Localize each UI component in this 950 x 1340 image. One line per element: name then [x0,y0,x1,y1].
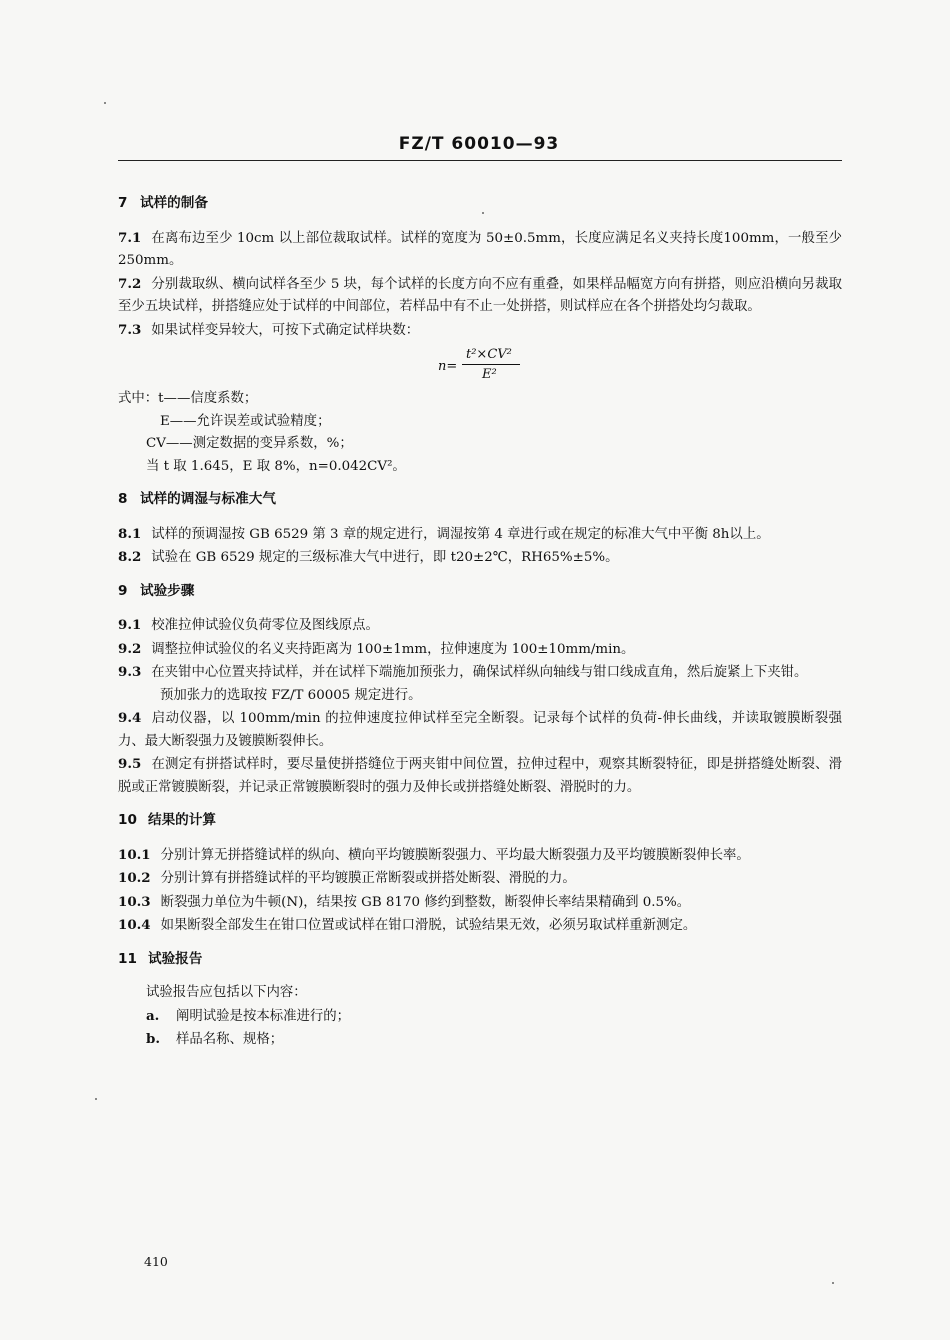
where-t-text: t——信度系数； [158,391,258,406]
item-text: 样品名称、规格； [176,1032,284,1047]
section-11-heading [118,948,842,971]
clause-text: 试验在 GB 6529 规定的三级标准大气中进行，即 t20±2℃，RH65%±5%。 [151,550,619,565]
clause-text: 在夹钳中心位置夹持试样，并在试样下端施加预张力，确保试样纵向轴线与钳口线成直角，然后旋紧上下夹钳。 [151,665,808,680]
clause-text: 在离布边至少 10cm 以上部位裁取试样。试样的宽度为 50±0.5mm，长度应满足名义夹持长度100mm，一般至少 250mm。 [118,230,842,268]
section-title: 试样的调湿与标准大气 [140,491,276,507]
item-text: 阐明试验是按本标准进行的； [176,1008,351,1024]
report-item-b [118,1028,842,1052]
clause-text: 分别计算无拼搭缝试样的纵向、横向平均镀膜断裂强力、平均最大断裂强力及平均镀膜断裂伸长率。 [160,847,750,863]
clause-number: 10.1 [118,846,151,863]
section-9-heading [118,580,842,603]
where-cv: CV——测定数据的变异系数，%； [146,436,353,451]
section-8-heading [118,488,842,511]
clause-number: 7.3 [118,321,142,338]
clause-text: 试样的预调湿按 GB 6529 第 3 章的规定进行，调湿按第 4 章进行或在规定的标准大气中平衡 8h以上。 [151,526,770,542]
clause-number: 9.4 [118,710,142,726]
clause-number: 7.1 [118,229,142,246]
clause-number: 10.2 [118,870,151,886]
report-item-a [118,1005,842,1029]
section-number: 10 [118,812,137,828]
section-number: 7 [118,195,128,211]
clause-text: 断裂强力单位为牛顿(N)，结果按 GB 8170 修约到整数，断裂伸长率结果精确到 0.5%。 [160,894,691,910]
clause-7-3 [118,319,842,343]
clause-7-2 [118,273,842,319]
section-title: 试验步骤 [140,582,195,599]
clause-text: 启动仪器，以 100mm/min 的拉伸速度拉伸试样至完全断裂。记录每个试样的负荷-伸长曲线，并读取镀膜断裂强力、最大断裂强力及镀膜断裂伸长。 [118,711,842,749]
clause-text: 如果断裂全部发生在钳口位置或试样在钳口滑脱，试验结果无效，必须另取试样重新测定。 [160,918,697,933]
item-label: b. [146,1031,161,1047]
where-label: 式中： [118,391,159,406]
section-number: 11 [118,950,137,967]
sample-count-formula [118,342,842,388]
formula-lhs: n= [438,359,458,374]
clause-8-1 [118,523,842,547]
clause-9-3 [118,661,842,685]
clause-text: 调整拉伸试验仪的名义夹持距离为 100±1mm，拉伸速度为 100±10mm/min。 [151,641,635,657]
scan-speck [482,212,484,214]
header-rule [118,160,842,161]
clause-number: 8.1 [118,525,142,542]
section-10-heading [118,809,842,832]
clause-10-1 [118,844,842,868]
clause-10-4 [118,914,842,938]
document-body [118,192,842,1052]
where-t [118,388,842,411]
scan-speck [104,102,106,104]
clause-number: 9.3 [118,664,142,680]
clause-text: 如果试样变异较大，可按下式确定试样块数： [151,322,420,338]
clause-8-2 [118,546,842,570]
standard-code-header: FZ/T 60010—93 [398,134,560,154]
clause-number: 9.5 [118,756,142,772]
clause-text: 校准拉伸试验仪负荷零位及图线原点。 [151,618,379,633]
page-number: 410 [144,1254,168,1269]
clause-text: 分别裁取纵、横向试样各至少 5 块，每个试样的长度方向不应有重叠，如果样品幅宽方向有拼搭，则应沿横向另裁取至少五块试样，拼搭缝应处于试样的中间部位，若样品中有不止一处拼搭，则试样应在各个拼搭处均匀裁取。 [118,276,842,314]
section-number: 9 [118,582,128,599]
clause-9-1 [118,614,842,638]
scan-speck [95,1098,97,1100]
formula-numerator: t²×CV² [466,347,512,362]
formula-denominator: E² [482,367,497,382]
clause-number: 9.1 [118,617,142,633]
where-note: 当 t 取 1.645，E 取 8%，n=0.042CV²。 [146,458,406,474]
clause-number: 7.2 [118,275,142,292]
report-intro: 试验报告应包括以下内容： [146,985,307,1000]
section-title: 试验报告 [148,950,203,967]
clause-10-2 [118,867,842,891]
scan-speck [832,1282,834,1284]
section-number: 8 [118,491,128,507]
item-label: a. [146,1007,160,1024]
where-e: E——允许误差或试验精度； [160,413,331,429]
clause-number: 10.4 [118,917,151,933]
section-title: 试样的制备 [140,195,208,211]
clause-text: 在测定有拼搭试样时，要尽量使拼搭缝位于两夹钳中间位置，拉伸过程中，观察其断裂特征，即是拼搭缝处断裂、滑脱或正常镀膜断裂，并记录正常镀膜断裂时的强力及伸长或拼搭缝处断裂、滑脱时的力。 [118,757,842,795]
clause-number: 8.2 [118,549,142,565]
clause-10-3 [118,891,842,915]
clause-9-4 [118,707,842,753]
clause-number: 9.2 [118,640,142,657]
clause-7-1 [118,227,842,273]
clause-9-5 [118,753,842,799]
clause-9-3-note: 预加张力的选取按 FZ/T 60005 规定进行。 [160,687,422,703]
section-title: 结果的计算 [148,812,216,828]
clause-text: 分别计算有拼搭缝试样的平均镀膜正常断裂或拼搭处断裂、滑脱的力。 [160,871,576,886]
clause-9-2 [118,638,842,662]
clause-number: 10.3 [118,893,151,910]
section-7-heading [118,192,842,215]
